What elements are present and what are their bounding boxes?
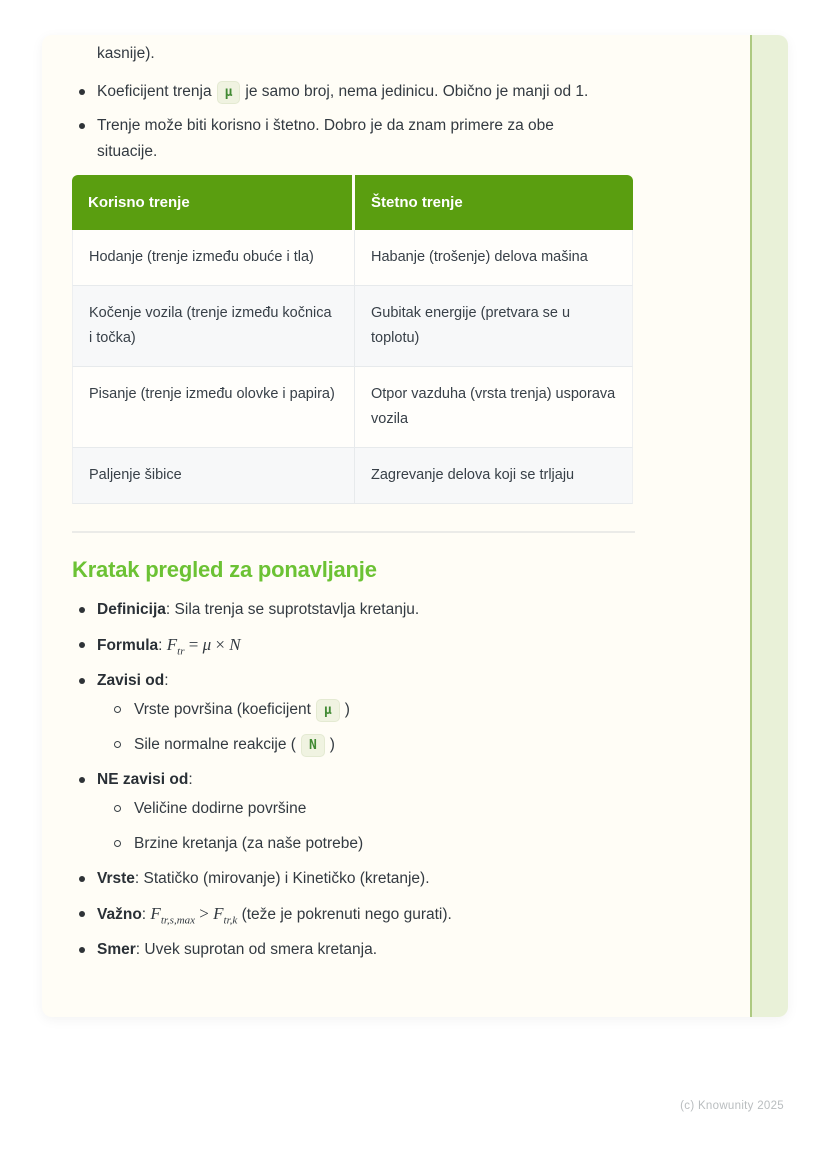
list-item bbox=[72, 632, 652, 659]
table-cell: Kočenje vozila (trenje između kočnica i točka) bbox=[72, 286, 355, 367]
table-header-stetno: Štetno trenje bbox=[355, 175, 633, 230]
table-row bbox=[72, 286, 633, 367]
math-operator: = bbox=[184, 635, 203, 654]
math-subscript: tr,k bbox=[223, 914, 238, 927]
item-text: Brzine kretanja (za naše potrebe) bbox=[134, 835, 364, 852]
list-item bbox=[72, 79, 652, 105]
item-label: NE zavisi od bbox=[97, 771, 189, 788]
note-content bbox=[72, 41, 652, 972]
item-text: (teže je pokrenuti nego gurati). bbox=[237, 906, 452, 923]
item-label: Formula bbox=[97, 637, 159, 654]
item-text: : Sila trenja se suprotstavlja kretanju. bbox=[165, 601, 420, 618]
item-text: Veličine dodirne površine bbox=[134, 800, 307, 817]
table-cell: Gubitak energije (pretvara se u toplotu) bbox=[355, 286, 633, 367]
item-text: : bbox=[188, 771, 193, 788]
item-text: : bbox=[141, 906, 151, 923]
math-symbol: F bbox=[213, 904, 224, 923]
n-code-badge: N bbox=[301, 734, 325, 757]
accent-stripe bbox=[750, 35, 788, 1017]
table-cell: Zagrevanje delova koji se trljaju bbox=[355, 448, 633, 504]
list-item bbox=[72, 668, 652, 758]
copyright-footer: (c) Knowunity 2025 bbox=[680, 1100, 784, 1112]
table-row bbox=[72, 230, 633, 286]
sub-bullet-list bbox=[97, 796, 652, 857]
math-operator: × bbox=[211, 635, 230, 654]
table-cell: Pisanje (trenje između olovke i papira) bbox=[72, 367, 355, 448]
item-label: Važno bbox=[97, 906, 142, 923]
math-subscript: tr,s,max bbox=[160, 914, 196, 927]
list-item bbox=[72, 866, 652, 892]
list-item bbox=[72, 113, 577, 165]
table-header-korisno: Korisno trenje bbox=[72, 175, 355, 230]
bullet-text: Koeficijent trenja bbox=[97, 83, 212, 100]
math-symbol: F bbox=[150, 904, 161, 923]
table-cell: Paljenje šibice bbox=[72, 448, 355, 504]
math-symbol: N bbox=[229, 635, 241, 654]
list-item bbox=[72, 937, 652, 963]
bullet-text: Trenje može biti korisno i štetno. Dobro je da znam primere za obe situacije. bbox=[97, 117, 554, 160]
formula-expression bbox=[166, 635, 241, 658]
sub-list-item bbox=[97, 831, 652, 857]
note-card bbox=[42, 35, 788, 1017]
table-row bbox=[72, 367, 633, 448]
item-text: Sile normalne reakcije ( bbox=[134, 736, 296, 753]
list-item bbox=[72, 901, 652, 928]
item-text: Vrste površina (koeficijent bbox=[134, 701, 311, 718]
math-symbol: μ bbox=[202, 635, 212, 654]
sub-list-item bbox=[97, 697, 652, 723]
item-text: ) bbox=[344, 701, 350, 718]
sub-list-item bbox=[97, 732, 652, 758]
item-text: : Uvek suprotan od smera kretanja. bbox=[135, 941, 378, 958]
sub-bullet-list bbox=[97, 697, 652, 758]
mu-code-badge: μ bbox=[217, 81, 241, 104]
table-row bbox=[72, 448, 633, 504]
friction-comparison-table bbox=[72, 175, 633, 504]
mu-code-badge: μ bbox=[316, 699, 340, 722]
item-label: Smer bbox=[97, 941, 136, 958]
paragraph-continuation: kasnije). bbox=[97, 45, 155, 62]
item-label: Definicija bbox=[97, 601, 166, 618]
list-item bbox=[72, 597, 652, 623]
section-divider bbox=[72, 531, 635, 533]
math-subscript: tr bbox=[177, 645, 185, 658]
item-text: : bbox=[164, 672, 169, 689]
item-text: ) bbox=[329, 736, 335, 753]
page-title: Kratak pregled za ponavljanje bbox=[72, 557, 377, 582]
math-symbol: F bbox=[166, 635, 178, 654]
table-cell: Otpor vazduha (vrsta trenja) usporava vozila bbox=[355, 367, 633, 448]
sub-list-item bbox=[97, 796, 652, 822]
math-operator: > bbox=[195, 904, 214, 923]
table-header-row bbox=[72, 175, 633, 230]
table-cell: Habanje (trošenje) delova mašina bbox=[355, 230, 633, 286]
summary-bullet-list bbox=[72, 597, 652, 963]
item-text: : Statičko (mirovanje) i Kinetičko (kretanje). bbox=[134, 870, 430, 887]
item-text: : bbox=[158, 637, 167, 654]
item-label: Zavisi od bbox=[97, 672, 165, 689]
item-label: Vrste bbox=[97, 870, 135, 887]
list-item bbox=[72, 767, 652, 857]
table-cell: Hodanje (trenje između obuće i tla) bbox=[72, 230, 355, 286]
formula-expression bbox=[150, 904, 238, 927]
intro-bullet-list bbox=[72, 79, 652, 165]
bullet-text: je samo broj, nema jedinicu. Obično je manji od 1. bbox=[245, 83, 589, 100]
